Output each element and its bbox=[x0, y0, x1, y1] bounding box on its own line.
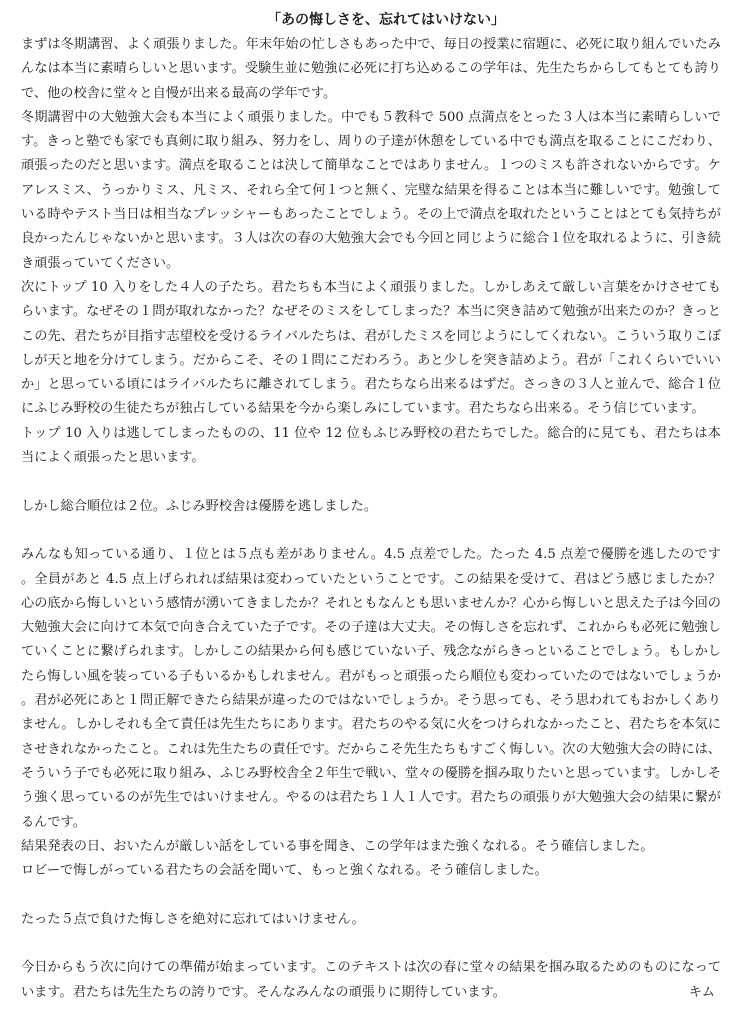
document-page bbox=[21, 10, 721, 1005]
body-paragraph: たった５点で負けた悔しさを絶対に忘れてはいけません。 bbox=[21, 911, 365, 927]
body-paragraph: ロビーで悔しがっている君たちの会話を聞いて、もっと強くなれる。そう確信しました。 bbox=[21, 863, 548, 879]
body-paragraph: 次にトップ 10 入りをした４人の子たち。君たちも本当によく頑張りました。しかしあえて厳しい言葉をかけさせてもらいます。なぜその１問が取れなかった？なぜそのミスをしてしまった？本当に突き詰めて勉強が出来たのか？きっとこの先、君たちが目指す志望校を受けるライバルたちは、君がしたミスを同じようにしてくれない。こういう取りこぼしが天と地を分けてしまう。だからこそ、その１問にこだわろう。あと少しを突き詰めよう。君が「これくらいでいいか」と思っている頃にはライバルたちに離されてしまう。君たちなら出来るはずだ。さっきの３人と並んで、総合１位にふじみ野校の生徒たちが独占している結果を今から楽しみにしています。君たちなら出来る。そう信じています。 bbox=[21, 279, 721, 417]
closing-paragraph: 今日からもう次に向けての準備が始まっています。このテキストは次の春に堂々の結果を掴み取るためのものになっています。君たちは先生たちの誇りです。そんなみんなの頑張りに期待しています。 bbox=[21, 960, 721, 1000]
blank-line bbox=[21, 932, 721, 956]
body-paragraph: しかし総合順位は２位。ふじみ野校舎は優勝を逃しました。 bbox=[21, 498, 378, 514]
body-paragraph: 結果発表の日、おいたんが厳しい話をしている事を聞き、この学年はまた強くなれる。そう確信しました。 bbox=[21, 838, 654, 854]
body-paragraph: 冬期講習中の大勉強大会も本当によく頑張りました。中でも５教科で 500 点満点をとった３人は本当に素晴らしいです。きっと塾でも家でも真剣に取り組み、努力をし、周りの子達が休憩をしている中でも満点を取ることにこだわり、頑張ったのだと思います。満点を取ることは決して簡単なことではありません。１つのミスも許されないからです。ケアレスミス、うっかりミス、凡ミス、それら全て何１つと無く、完璧な結果を得ることは本当に難しいです。勉強している時やテスト当日は相当なプレッシャーもあったことでしょう。その上で満点を取れたということはとても気持ちが良かったんじゃないかと思います。３人は次の春の大勉強大会でも今回と同じように総合１位を取れるように、引き続き頑張っていてください。 bbox=[21, 109, 721, 271]
document-title: 「あの悔しさを、忘れてはいけない」 bbox=[267, 12, 505, 28]
document-body bbox=[21, 33, 721, 956]
blank-line bbox=[21, 519, 721, 543]
blank-line bbox=[21, 470, 721, 494]
blank-line bbox=[21, 883, 721, 907]
body-paragraph: まずは冬期講習、よく頑張りました。年末年始の忙しさもあった中で、毎日の授業に宿題に、必死に取り組んでいたみんなは本当に素晴らしいと思います。受験生並に勉強に必死に打ち込めるこの学年は、先生たちからしてもとても誇りで、他の校舎に堂々と自慢が出来る最高の学年です。 bbox=[21, 37, 721, 101]
body-paragraph: トップ 10 入りは逃してしまったものの、11 位や 12 位もふじみ野校の君たちでした。総合的に見ても、君たちは本当によく頑張ったと思います。 bbox=[21, 425, 721, 466]
body-paragraph: みんなも知っている通り、１位とは５点も差がありません。4.5 点差でした。たった 4.5 点差で優勝を逃したのです。全員があと 4.5 点上げられれば結果は変わっていたということです。この結果を受けて、君はどう感じましたか？心の底から悔しいという感情が湧いてきましたか？それともなんとも思いませんか？心から悔しいと思えた子は今回の大勉強大会に向けて本気で向き合えていた子です。その子達は大丈夫。その悔しさを忘れず、これからも必死に勉強していくことに繋げられます。しかしこの結果から何も感じていない子、残念ながらきっといることでしょう。もしかしたら悔しい風を装っている子もいるかもしれません。君がもっと頑張ったら順位も変わっていたのではないでしょうか。君が必死にあと１問正解できたら結果が違ったのではないでしょうか。そう思っても、そう思われてもおかしくありません。しかしそれも全て責任は先生たちにあります。君たちのやる気に火をつけられなかったこと、君たちを本気にさせきれなかったこと。これは先生たちの責任です。だからこそ先生たちもすごく悔しい。次の大勉強大会の時には、そういう子でも必死に取り組み、ふじみ野校舎全２年生で戦い、堂々の優勝を掴み取りたいと思っています。しかしそう強く思っているのが先生ではいけません。やるのは君たち１人１人です。君たちの頑張りが大勉強大会の結果に繋がるんです。 bbox=[21, 547, 721, 830]
closing-block bbox=[21, 956, 721, 1005]
signature: キム bbox=[688, 984, 715, 1000]
